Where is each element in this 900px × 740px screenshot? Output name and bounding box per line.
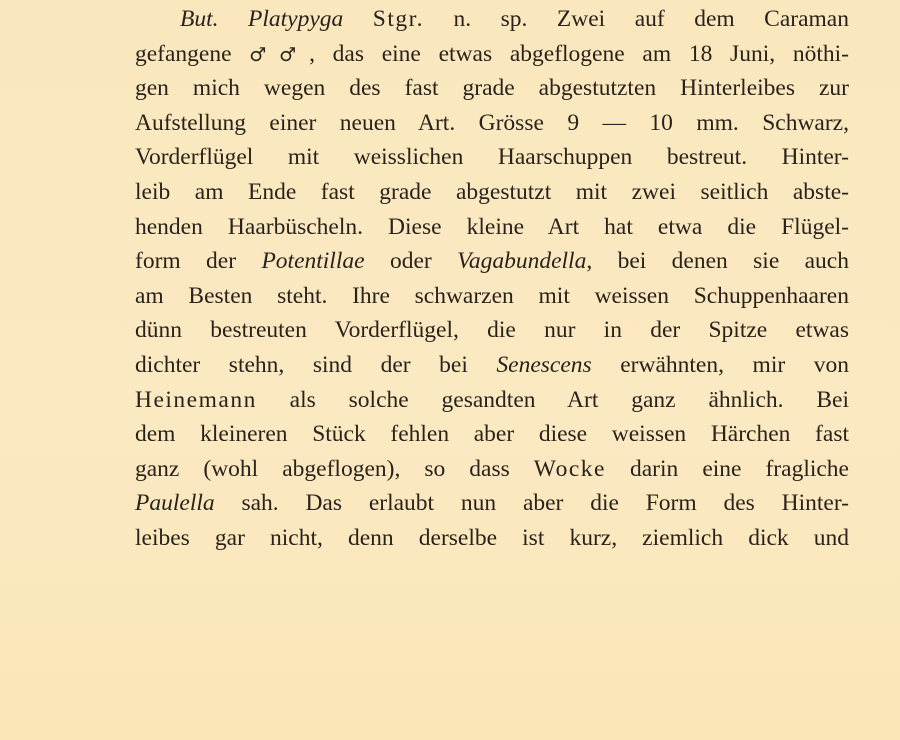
- text-segment: Vorderflügel mit weisslichen Haarschuppen bestreut. Hinter-: [135, 144, 849, 171]
- text-segment: dichter stehn, sind der bei: [135, 351, 497, 378]
- italic-term: Paulella: [135, 490, 215, 517]
- text-line: [135, 452, 849, 487]
- text-line: [135, 313, 849, 348]
- text-line: [135, 486, 849, 521]
- text-line: [135, 140, 849, 175]
- text-line: [135, 106, 849, 141]
- text-segment: gen mich wegen des fast grade abgestutzten Hinterleibes zur: [135, 75, 849, 102]
- text-line: [135, 210, 849, 245]
- text-segment: , bei denen sie auch: [586, 248, 849, 275]
- text-line: [135, 348, 849, 383]
- text-segment: als solche gesandten Art ganz ähnlich. Bei: [256, 386, 849, 413]
- text-segment: dünn bestreuten Vorderflügel, die nur in der Spitze etwas: [135, 317, 849, 344]
- text-line: [135, 175, 849, 210]
- spaced-name: Stgr.: [372, 6, 425, 32]
- male-symbol: ♂♂: [249, 43, 310, 66]
- text-line: [135, 37, 849, 72]
- text-segment: n. sp. Zwei auf dem Caraman: [424, 6, 849, 32]
- text-segment: am Besten steht. Ihre schwarzen mit weissen Schuppenhaaren: [135, 282, 849, 309]
- text-line: [135, 279, 849, 314]
- text-segment: gefangene: [135, 40, 250, 67]
- spaced-name: Heinemann: [135, 386, 257, 413]
- text-segment: henden Haarbüscheln. Diese kleine Art hat etwa die Flügel-: [135, 213, 849, 240]
- text-segment: oder: [364, 248, 458, 275]
- text-line: [135, 244, 849, 279]
- text-segment: leib am Ende fast grade abgestutzt mit zwei seitlich abste-: [135, 178, 849, 205]
- text-segment: form der: [135, 248, 262, 275]
- italic-term: Potentillae: [261, 248, 365, 275]
- text-segment: , das eine etwas abgeflogene am 18 Juni, nöthi-: [309, 40, 849, 67]
- text-line: [135, 417, 849, 452]
- text-segment: erwähnten, mir von: [591, 351, 849, 378]
- text-line: [135, 521, 849, 556]
- text-segment: sah. Das erlaubt nun aber die Form des Hinter-: [214, 490, 849, 517]
- text-segment: ganz (wohl abgeflogen), so dass: [135, 455, 534, 482]
- text-segment: darin eine fragliche: [605, 455, 849, 482]
- text-line: [135, 2, 849, 37]
- text-segment: dem kleineren Stück fehlen aber diese weissen Härchen fast: [135, 421, 849, 448]
- italic-term: Senescens: [496, 351, 592, 378]
- text-line: [135, 71, 849, 106]
- italic-term: Vagabundella: [457, 248, 587, 275]
- body-text: [135, 2, 849, 556]
- text-segment: Aufstellung einer neuen Art. Grösse 9 — 10 mm. Schwarz,: [135, 109, 849, 136]
- text-segment: leibes gar nicht, denn derselbe ist kurz, ziemlich dick und: [135, 524, 849, 551]
- text-segment: [343, 6, 373, 32]
- spaced-name: Wocke: [533, 455, 606, 482]
- italic-term: But. Platypyga: [180, 6, 344, 32]
- text-line: [135, 383, 849, 418]
